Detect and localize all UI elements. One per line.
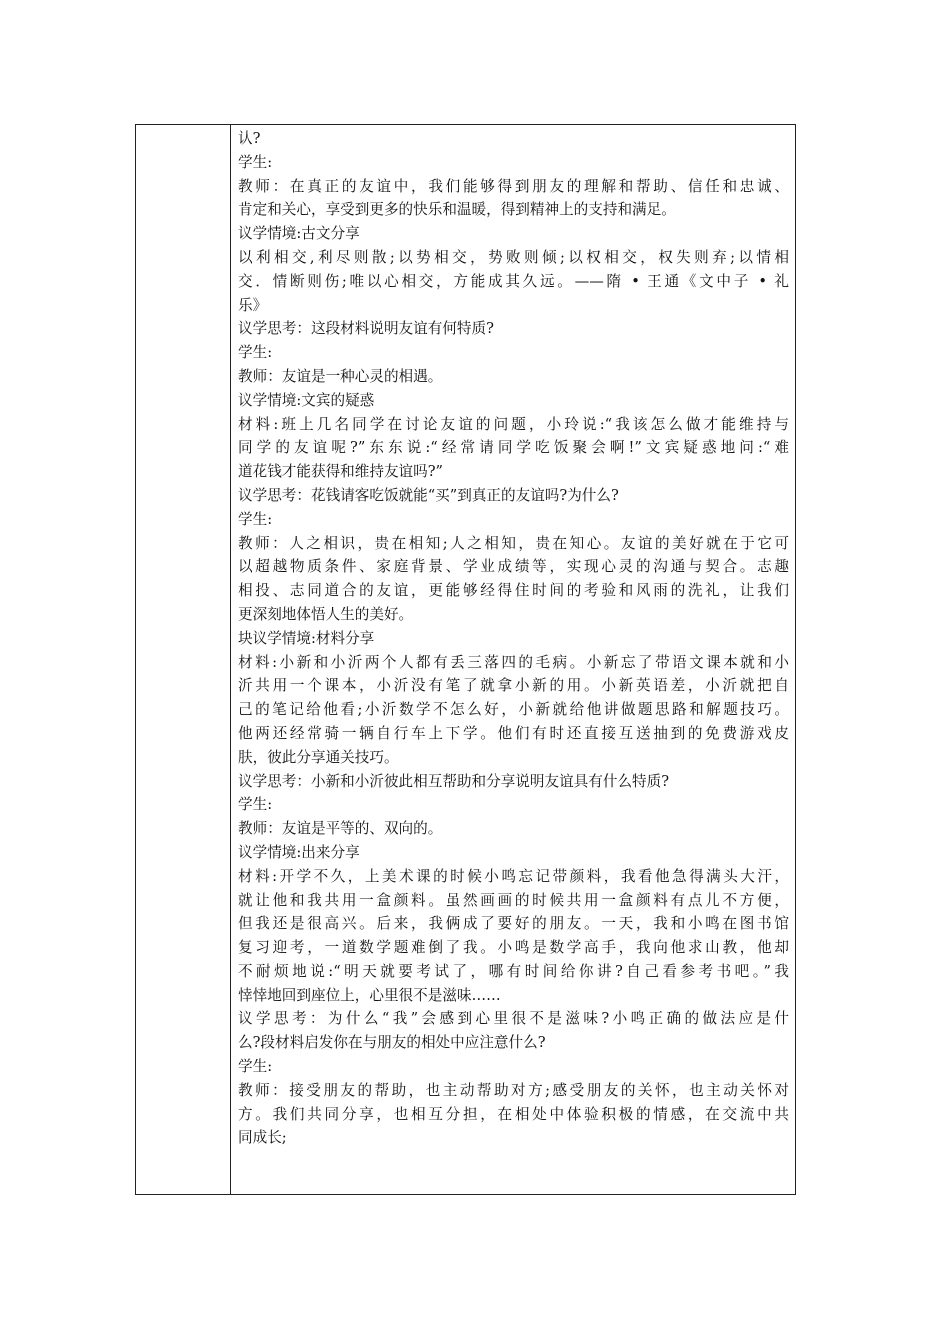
text-line: 复习迎考，一道数学题难倒了我。小鸣是数学高手，我向他求山教，他却 [238, 939, 789, 957]
text-line: 以利相交,利尽则散;以势相交，势败则倾;以权相交，权失则弃;以情相 [238, 248, 789, 266]
text-line: 教师：人之相识，贵在相知;人之相知，贵在知心。友谊的美好就在于它可 [238, 534, 789, 552]
text-line: 么?段材料启发你在与朋友的相处中应注意什么? [238, 1034, 546, 1052]
text-line: 学生: [238, 510, 273, 528]
text-line: 同学的友谊呢?”东东说:“经常请同学吃饭聚会啊!”文宾疑惑地问:“难 [238, 439, 789, 457]
text-line: 悻悻地回到座位上，心里很不是滋味…… [238, 986, 501, 1004]
text-line: 学生: [238, 796, 273, 814]
text-line: 同成长; [238, 1129, 287, 1147]
left-column-cell [136, 125, 231, 1194]
text-line: 更深刻地体悟人生的美好。 [238, 605, 414, 623]
text-line: 材料:小新和小沂两个人都有丢三落四的毛病。小新忘了带语文课本就和小 [238, 653, 789, 671]
text-line: 就让他和我共用一盒颜料。虽然画画的时候共用一盒颜料有点儿不方便， [238, 891, 789, 909]
text-line: 学生: [238, 153, 273, 171]
text-line: 学生: [238, 344, 273, 362]
text-line: 材料:班上几名同学在讨论友谊的问题，小玲说:“我该怎么做才能维持与 [238, 415, 789, 433]
text-line: 方。我们共同分享，也相互分担，在相处中体验积极的情感，在交流中共 [238, 1105, 789, 1123]
document-table [135, 124, 796, 1195]
text-line: 己的笔记给他看;小沂数学不怎么好，小新就给他讲做题思路和解题技巧。 [238, 701, 789, 719]
text-line: 乐》 [238, 296, 268, 314]
text-line: 但我还是很高兴。后来，我俩成了要好的朋友。一天，我和小鸣在图书馆 [238, 915, 789, 933]
text-line: 学生: [238, 1058, 273, 1076]
text-line: 他两还经常骑一辆自行车上下学。他们有时还直接互送抽到的免费游戏皮 [238, 724, 789, 742]
text-line: 议学思考：这段材料说明友谊有何特质? [238, 320, 494, 338]
text-line: 教师：在真正的友谊中，我们能够得到朋友的理解和帮助、信任和忠诚、 [238, 177, 789, 195]
text-line: 相投、志同道合的友谊，更能够经得住时间的考验和风雨的洗礼，让我们 [238, 582, 789, 600]
content-cell [231, 125, 795, 1194]
text-line: 块议学情境:材料分享 [238, 629, 375, 647]
text-line: 以超越物质条件、家庭背景、学业成绩等，实现心灵的沟通与契合。志趣 [238, 558, 789, 576]
text-line: 道花钱才能获得和维持友谊吗?” [238, 463, 444, 481]
text-line: 沂共用一个课本，小沂没有笔了就拿小新的用。小新英语差，小沂就把自 [238, 677, 789, 695]
text-line: 肯定和关心，享受到更多的快乐和温暖，得到精神上的支持和满足。 [238, 201, 676, 219]
text-line: 议学情境:出来分享 [238, 843, 360, 861]
text-line: 材料:开学不久，上美术课的时候小鸣忘记带颜料，我看他急得满头大汗， [238, 867, 789, 885]
text-line: 不耐烦地说:“明天就要考试了，哪有时间给你讲?自己看参考书吧。”我 [238, 962, 789, 980]
text-line: 议学情境:文宾的疑惑 [238, 391, 375, 409]
text-line: 议学情境:古文分享 [238, 225, 360, 243]
text-line: 教师：接受朋友的帮助，也主动帮助对方;感受朋友的关怀，也主动关怀对 [238, 1081, 789, 1099]
text-line: 议学思考：为什么“我”会感到心里很不是滋味?小鸣正确的做法应是什 [238, 1010, 789, 1028]
text-line: 议学思考：小新和小沂彼此相互帮助和分享说明友谊具有什么特质? [238, 772, 670, 790]
text-line: 教师：友谊是一种心灵的相遇。 [238, 367, 443, 385]
text-line: 交．情断则伤;唯以心相交，方能成其久远。——隋 • 王通《文中子 • 礼 [238, 272, 789, 290]
text-line: 认? [238, 130, 261, 147]
text-line: 议学思考：花钱请客吃饭就能“买”到真正的友谊吗?为什么? [238, 486, 619, 504]
text-line: 肤，彼此分享通关技巧。 [238, 748, 399, 766]
text-line: 教师：友谊是平等的、双向的。 [238, 820, 443, 838]
